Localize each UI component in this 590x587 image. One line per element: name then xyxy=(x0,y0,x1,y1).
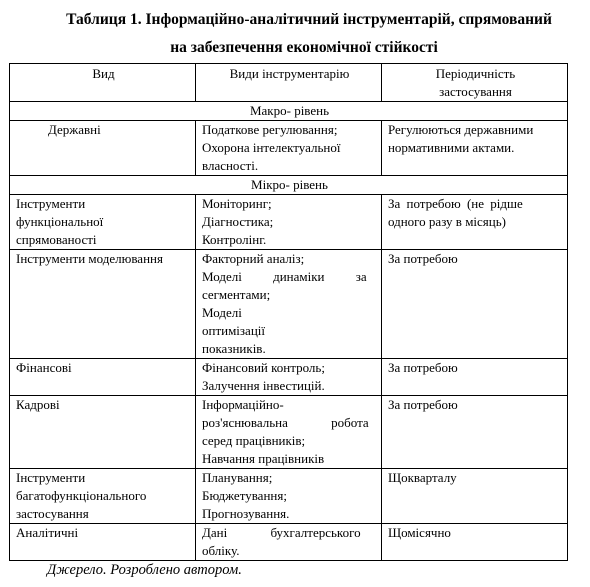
cell-period xyxy=(381,359,567,396)
cell-line: Фінансові xyxy=(16,360,72,375)
cell-line: Інструменти моделювання xyxy=(16,251,163,266)
cell-line: Щомісячно xyxy=(387,525,451,540)
cell-line: Податкове регулювання; xyxy=(201,122,338,137)
cell-type xyxy=(10,396,196,469)
cell-line: Навчання працівників xyxy=(201,451,325,466)
cell-tools xyxy=(195,195,381,250)
cell-period xyxy=(381,469,567,524)
cell-period xyxy=(381,396,567,469)
level-row-micro xyxy=(10,176,568,195)
header-row xyxy=(10,64,568,102)
cell-type xyxy=(10,195,196,250)
cell-line: показників. xyxy=(201,341,266,356)
cell-line: Аналітичні xyxy=(16,525,79,540)
cell-line: багатофункціонального xyxy=(16,488,147,503)
table-row xyxy=(10,250,568,359)
cell-line: сегментами; xyxy=(201,287,271,302)
cell-period xyxy=(381,195,567,250)
cell-line: Залучення інвестицій. xyxy=(201,378,325,393)
header-type: Вид xyxy=(10,64,196,102)
cell-line: роз'яснювальна робота xyxy=(201,415,369,430)
cell-line: Діагностика; xyxy=(201,214,274,229)
cell-line: Регулюються державними xyxy=(387,122,534,137)
cell-line: Інструменти xyxy=(16,470,86,485)
cell-line: одного разу в місяць) xyxy=(387,214,506,229)
cell-type xyxy=(10,359,196,396)
cell-tools xyxy=(195,524,381,561)
header-period-line-1: Періодичність xyxy=(435,66,516,81)
table-row xyxy=(10,359,568,396)
cell-period xyxy=(381,524,567,561)
instruments-table xyxy=(9,63,568,561)
cell-line: Державні xyxy=(48,122,101,137)
table-row xyxy=(10,469,568,524)
cell-tools xyxy=(195,396,381,469)
cell-type xyxy=(10,469,196,524)
cell-line: Щокварталу xyxy=(387,470,457,485)
cell-line: спрямованості xyxy=(16,232,97,247)
cell-line: Планування; xyxy=(201,470,273,485)
cell-tools xyxy=(195,469,381,524)
cell-line: серед працівників; xyxy=(201,433,306,448)
cell-line: застосування xyxy=(16,506,89,521)
cell-period xyxy=(381,121,567,176)
cell-line: За потребою xyxy=(387,251,458,266)
cell-line: Інформаційно- xyxy=(201,397,284,412)
cell-line: Кадрові xyxy=(16,397,60,412)
level-micro: Мікро- рівень xyxy=(10,176,568,195)
source-note: Джерело. Розроблено автором. xyxy=(47,562,242,578)
table-row xyxy=(10,524,568,561)
table-title xyxy=(0,6,590,62)
cell-line: Контролінг. xyxy=(201,232,267,247)
table-row xyxy=(10,121,568,176)
cell-period xyxy=(381,250,567,359)
cell-line: власності. xyxy=(201,158,259,173)
cell-tools xyxy=(195,121,381,176)
header-tools: Види інструментарію xyxy=(195,64,381,102)
table-row xyxy=(10,396,568,469)
level-macro: Макро- рівень xyxy=(10,102,568,121)
table-title-line-1: Таблиця 1. Інформаційно-аналітичний інструментарій, спрямований xyxy=(66,11,552,28)
cell-line: Інструменти xyxy=(16,196,86,211)
cell-type xyxy=(10,250,196,359)
cell-line: Моделі оптимізації xyxy=(201,305,266,338)
cell-tools xyxy=(195,359,381,396)
cell-line: За потребою (не рідше xyxy=(387,196,523,211)
cell-line: обліку. xyxy=(201,543,240,558)
cell-line: Факторний аналіз; xyxy=(201,251,305,266)
cell-tools xyxy=(195,250,381,359)
cell-line: Охорона інтелектуальної xyxy=(201,140,341,155)
table-title-line-2: на забезпечення економічної стійкості xyxy=(170,39,438,56)
cell-type xyxy=(10,524,196,561)
cell-line: За потребою xyxy=(387,397,458,412)
cell-line: нормативними актами. xyxy=(387,140,515,155)
cell-line: Моніторинг; xyxy=(201,196,272,211)
cell-line: За потребою xyxy=(387,360,458,375)
cell-line: Моделі динаміки за xyxy=(201,269,367,284)
cell-line: функціональної xyxy=(16,214,104,229)
cell-line: Дані бухгалтерського xyxy=(201,525,361,540)
table-row xyxy=(10,195,568,250)
cell-line: Фінансовий контроль; xyxy=(201,360,325,375)
header-period-line-2: застосування xyxy=(439,84,512,99)
level-row-macro xyxy=(10,102,568,121)
header-period xyxy=(381,64,567,102)
cell-line: Прогнозування. xyxy=(201,506,290,521)
cell-type xyxy=(10,121,196,176)
cell-line: Бюджетування; xyxy=(201,488,287,503)
